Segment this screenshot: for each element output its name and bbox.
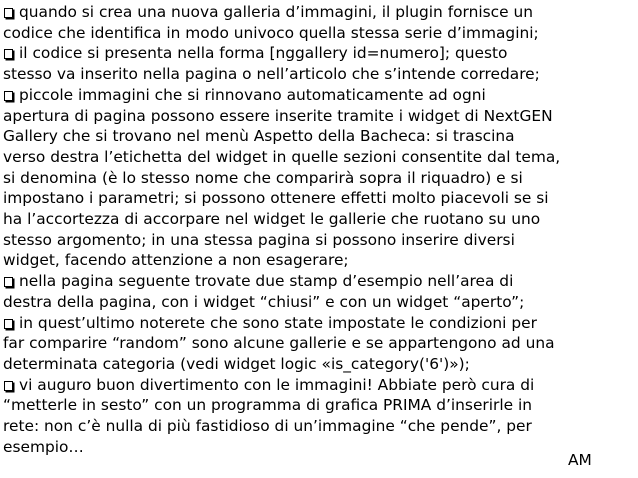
- line-text: Gallery che si trovano nel menù Aspetto della Bacheca: si trascina: [3, 127, 515, 146]
- text-line: [3, 106, 635, 127]
- text-line: [3, 250, 635, 271]
- text-line: [3, 85, 635, 106]
- checkbox-icon: [4, 277, 13, 287]
- text-line: [3, 43, 635, 64]
- text-line: [3, 437, 635, 458]
- text-line: [3, 292, 635, 313]
- checkbox-icon: [4, 319, 13, 329]
- line-text: stesso va inserito nella pagina o nell’articolo che s’intende corredare;: [3, 65, 540, 84]
- line-text: ha l’accortezza di accorpare nel widget le gallerie che ruotano su uno: [3, 210, 541, 229]
- checkbox-icon: [4, 381, 13, 391]
- text-line: [3, 64, 635, 85]
- text-line: [3, 416, 635, 437]
- text-line: [3, 271, 635, 292]
- text-line: [3, 333, 635, 354]
- checkbox-icon: [4, 49, 13, 59]
- line-text: far comparire “random” sono alcune gallerie e se appartengono ad una: [3, 334, 555, 353]
- line-text: impostano i parametri; si possono ottenere effetti molto piacevoli se si: [3, 189, 549, 208]
- text-line: [3, 2, 635, 23]
- line-text: stesso argomento; in una stessa pagina si possono inserire diversi: [3, 230, 515, 249]
- line-text: in quest’ultimo noterete che sono state impostate le condizioni per: [19, 313, 537, 332]
- line-text: determinata categoria (vedi widget logic «is_category('6')»);: [3, 354, 470, 373]
- line-text: rete: non c’è nulla di più fastidioso di un’immagine “che pende”, per: [3, 417, 532, 436]
- checkbox-icon: [4, 8, 13, 18]
- text-line: [3, 188, 635, 209]
- line-text: apertura di pagina possono essere inserite tramite i widget di NextGEN: [3, 106, 553, 125]
- line-text: destra della pagina, con i widget “chiusi” e con un widget “aperto”;: [3, 292, 525, 311]
- text-line: [3, 395, 635, 416]
- line-text: quando si crea una nuova galleria d’immagini, il plugin fornisce un: [19, 3, 533, 21]
- line-text: “metterle in sesto” con un programma di grafica PRIMA d’inserirle in: [3, 396, 533, 415]
- checkbox-icon: [4, 91, 13, 101]
- line-text: verso destra l’etichetta del widget in quelle sezioni consentite dal tema,: [3, 147, 561, 166]
- text-line: [3, 147, 635, 168]
- text-line: [3, 126, 635, 147]
- text-line: [3, 313, 635, 334]
- text-line: [3, 230, 635, 251]
- text-line: [3, 23, 635, 44]
- line-text: piccole immagini che si rinnovano automaticamente ad ogni: [19, 85, 486, 104]
- body-text: [3, 2, 635, 457]
- signature: AM: [568, 451, 592, 469]
- line-text: il codice si presenta nella forma [nggallery id=numero]; questo: [19, 44, 508, 63]
- line-text: esempio…: [3, 437, 84, 456]
- line-text: codice che identifica in modo univoco quella stessa serie d’immagini;: [3, 23, 539, 42]
- line-text: vi auguro buon divertimento con le immagini! Abbiate però cura di: [19, 375, 535, 394]
- line-text: si denomina (è lo stesso nome che comparirà sopra il riquadro) e si: [3, 168, 523, 187]
- line-text: widget, facendo attenzione a non esagerare;: [3, 251, 349, 270]
- text-line: [3, 375, 635, 396]
- text-line: [3, 354, 635, 375]
- line-text: nella pagina seguente trovate due stamp d’esempio nell’area di: [19, 272, 514, 291]
- text-line: [3, 168, 635, 189]
- text-line: [3, 209, 635, 230]
